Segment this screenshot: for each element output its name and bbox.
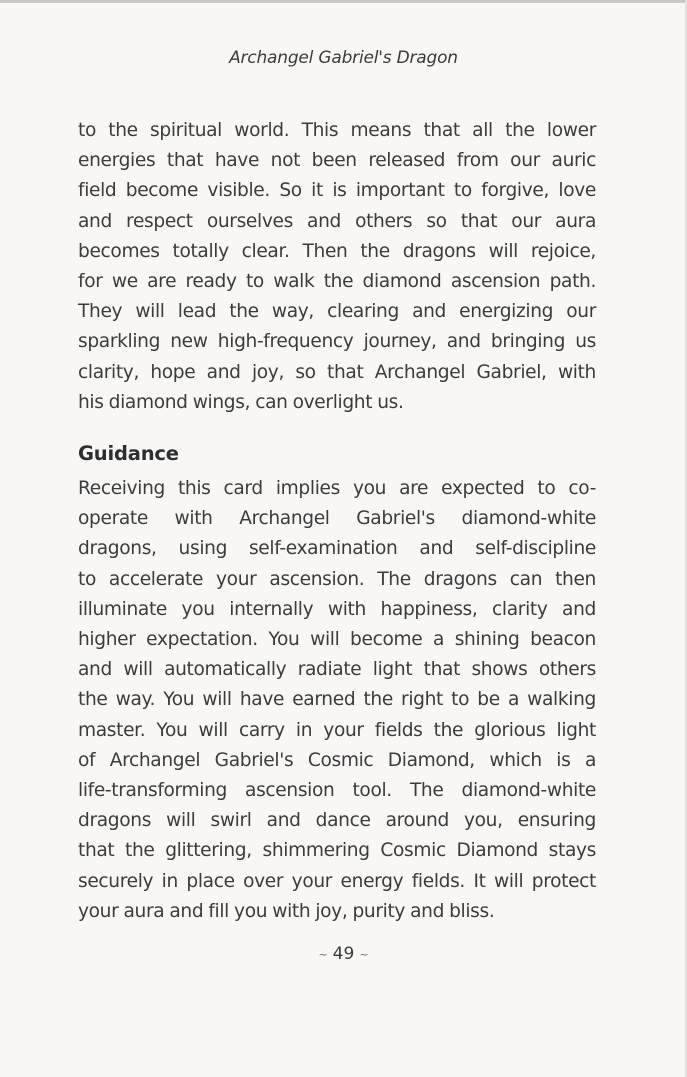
text-line: They will lead the way, clearing and energizing our	[78, 301, 596, 323]
page-number: 49	[332, 944, 355, 964]
text-line: securely in place over your energy fields. It will protect	[78, 870, 596, 892]
text-line: higher expectation. You will become a shining beacon	[78, 629, 596, 651]
running-head: Archangel Gabriel's Dragon	[229, 48, 458, 68]
text-line: clarity, hope and joy, so that Archangel Gabriel, with	[78, 361, 596, 383]
text-line: of Archangel Gabriel's Cosmic Diamond, which is a	[78, 749, 596, 771]
text-line: for we are ready to walk the diamond ascension path.	[78, 271, 596, 293]
page-top-edge	[0, 0, 687, 3]
folio-ornament-right-icon: ~	[359, 947, 369, 961]
text-line: master. You will carry in your fields the glorious light	[78, 719, 596, 741]
text-line: the way. You will have earned the right to be a walking	[78, 689, 596, 711]
text-line: to the spiritual world. This means that all the lower	[78, 120, 596, 141]
section-heading-guidance: Guidance	[78, 442, 179, 465]
text-line: Receiving this card implies you are expected to co-	[78, 478, 596, 499]
text-line: illuminate you internally with happiness, clarity and	[78, 598, 596, 620]
text-line: energies that have not been released from our auric	[78, 150, 596, 172]
text-line: and respect ourselves and others so that our aura	[78, 210, 596, 232]
text-line: sparkling new high-frequency journey, and bringing us	[78, 331, 596, 353]
text-line: operate with Archangel Gabriel's diamond-white	[78, 508, 596, 530]
text-line: dragons, using self-examination and self-discipline	[78, 538, 596, 560]
text-line: field become visible. So it is important to forgive, love	[78, 180, 596, 202]
text-line: your aura and fill you with joy, purity and bliss.	[78, 900, 495, 922]
folio-ornament-left-icon: ~	[318, 947, 328, 961]
text-line: life-transforming ascension tool. The diamond-white	[78, 780, 596, 802]
paragraph-guidance	[78, 474, 596, 927]
text-line: dragons will swirl and dance around you, ensuring	[78, 810, 596, 832]
text-line: his diamond wings, can overlight us.	[78, 391, 404, 413]
page-number-folio	[0, 944, 687, 964]
paragraph-intro	[78, 116, 596, 418]
text-line: that the glittering, shimmering Cosmic Diamond stays	[78, 840, 596, 862]
text-line: and will automatically radiate light that shows others	[78, 659, 596, 681]
text-line: to accelerate your ascension. The dragons can then	[78, 568, 596, 590]
text-line: becomes totally clear. Then the dragons will rejoice,	[78, 240, 596, 262]
